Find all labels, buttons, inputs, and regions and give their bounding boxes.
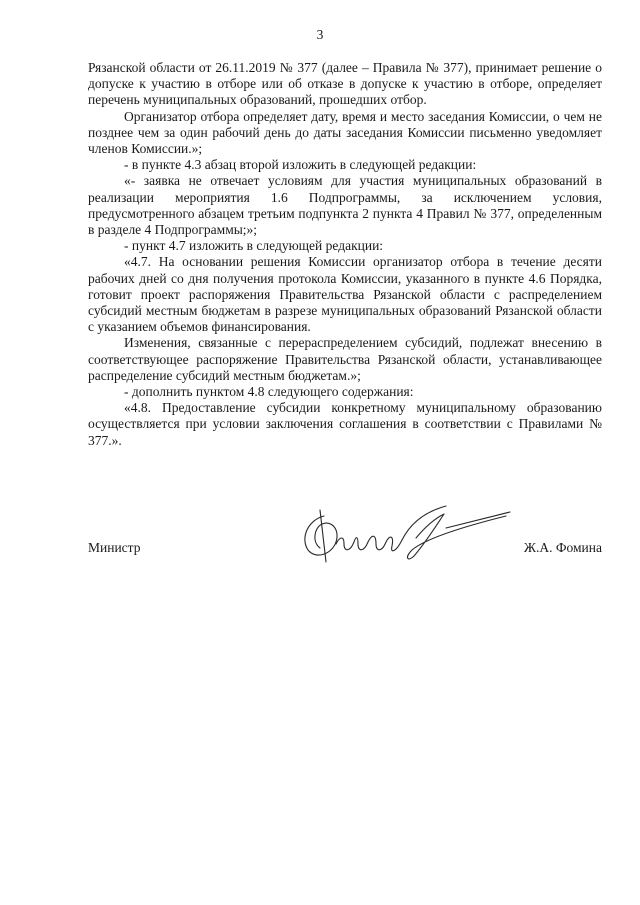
paragraph-3: - в пункте 4.3 абзац второй изложить в следующей редакции: [124,157,477,173]
paragraph-6: «4.7. На основании решения Комиссии организатор отбора в течение десяти рабочих дней со дня получения протокола Комиссии, указанного в пункте 4.6 Порядка, готовит проект распоряжения Правительства Рязанской области с распределением субсидий местным бюджетам в разрезе муниципальных образований Рязанской области с указанием объемов финансирования. [88,254,602,335]
document-body [88,60,602,449]
paragraph-8: - дополнить пунктом 4.8 следующего содержания: [124,384,414,400]
paragraph-4: «- заявка не отвечает условиям для участия муниципальных образований в реализации мероприятия 1.6 Подпрограммы, за исключением условия, предусмотренного абзацем третьим подпункта 2 пункта 4 Правил № 377, определенным в разделе 4 Подпрограммы;»; [88,173,602,238]
paragraph-1: Рязанской области от 26.11.2019 № 377 (далее – Правила № 377), принимает решение о допуске к участию в отборе или об отказе в допуске к участию в отборе, определяет перечень муниципальных образований, прошедших отбор. [88,60,602,108]
paragraph-2: Организатор отбора определяет дату, время и место заседания Комиссии, о чем не позднее чем за один рабочий день до даты заседания Комиссии письменно уведомляет членов Комиссии.»; [88,108,602,157]
signatory-role: Министр [88,540,141,555]
paragraph-9: «4.8. Предоставление субсидии конкретному муниципальному образованию осуществляется при условии заключения соглашения в соответствии с Правилами № 377.». [88,400,602,448]
signature-block [88,540,602,570]
page-number: 3 [316,27,324,42]
paragraph-5: - пункт 4.7 изложить в следующей редакции: [124,238,384,254]
signatory-name: Ж.А. Фомина [523,540,602,555]
paragraph-7: Изменения, связанные с перераспределением субсидий, подлежат внесению в соответствующее распоряжение Правительства Рязанской области, устанавливающее распределение субсидий местным бюджетам.»; [88,335,602,383]
